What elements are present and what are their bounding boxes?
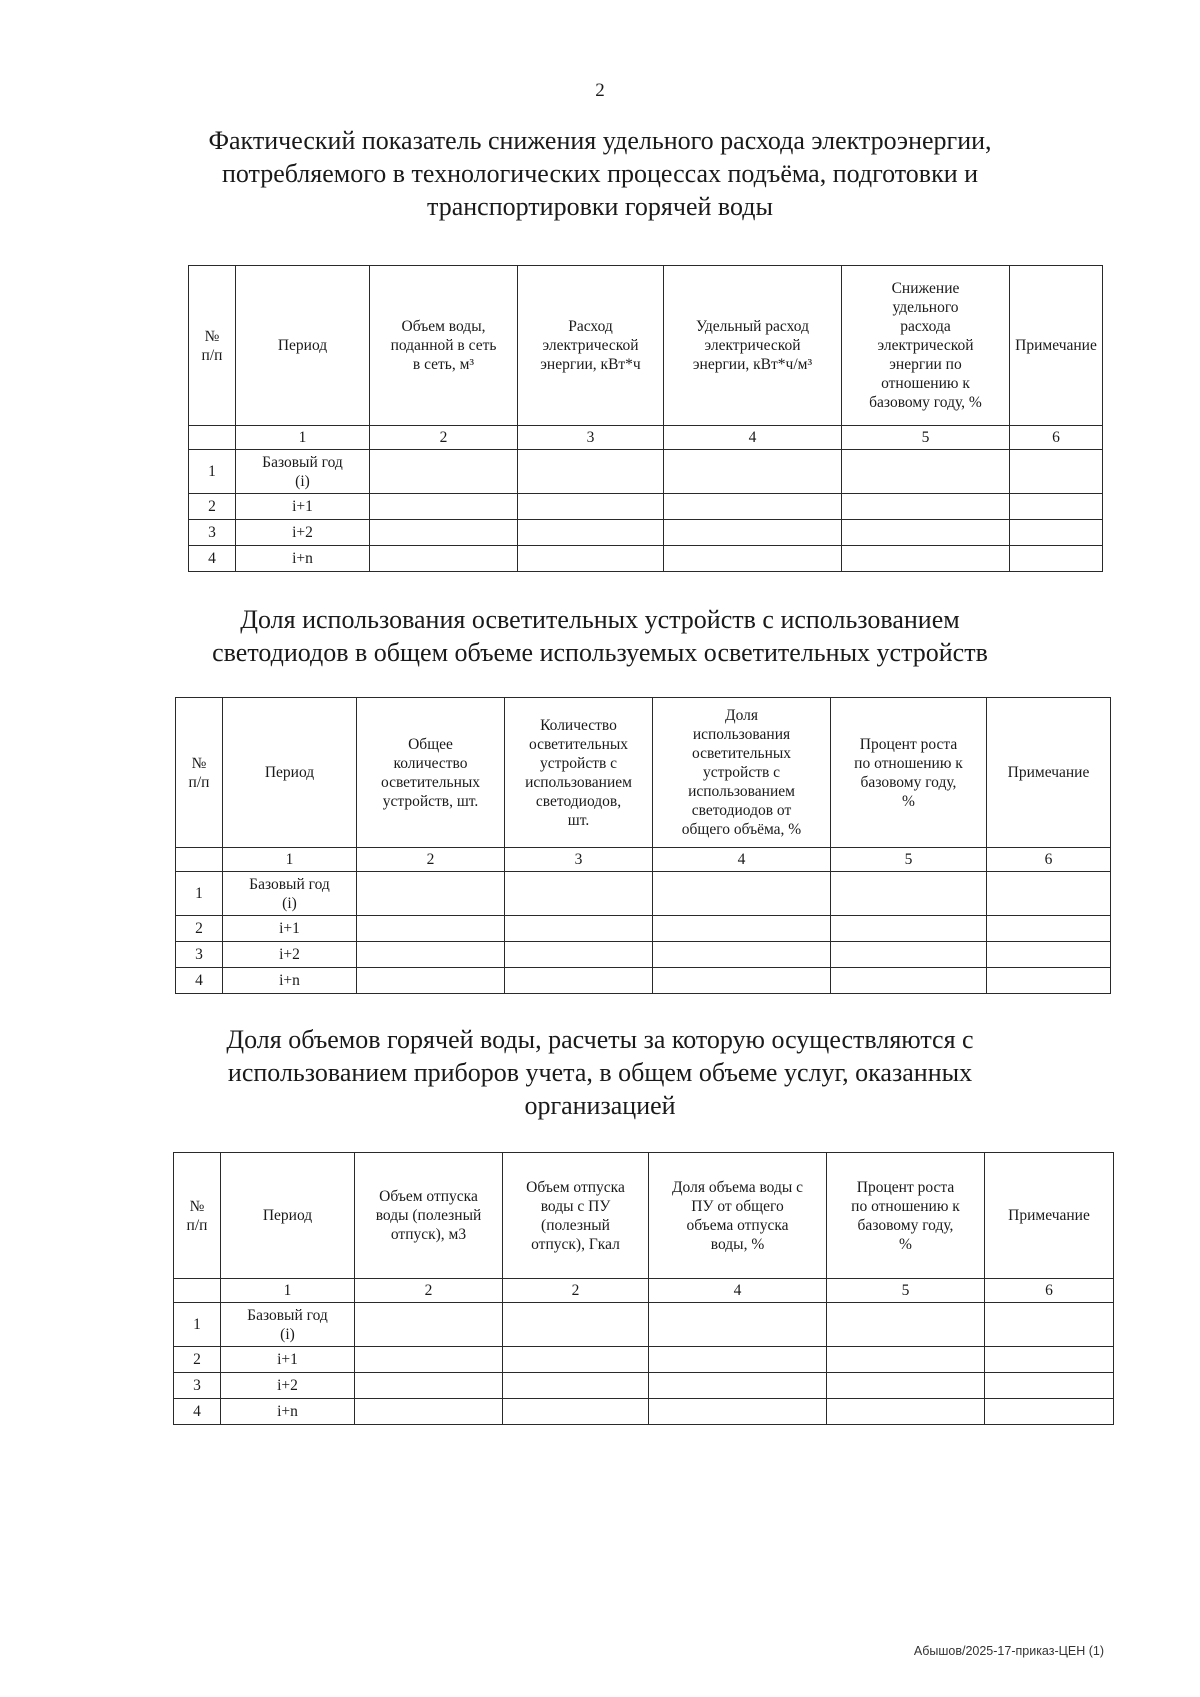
column-number-cell: 3 <box>505 848 653 872</box>
data-cell <box>653 872 831 916</box>
data-cell <box>649 1347 827 1373</box>
column-number-cell: 2 <box>357 848 505 872</box>
column-number-cell: 1 <box>221 1279 355 1303</box>
data-cell <box>355 1373 503 1399</box>
table-row <box>174 1399 1114 1425</box>
data-cell <box>649 1399 827 1425</box>
data-cell <box>357 968 505 994</box>
column-number-cell: 5 <box>831 848 987 872</box>
column-number-cell: 2 <box>355 1279 503 1303</box>
data-cell <box>827 1347 985 1373</box>
table-row <box>189 494 1103 520</box>
data-cell <box>503 1303 649 1347</box>
column-number-cell <box>189 426 236 450</box>
row-period-cell: Базовый год (i) <box>221 1303 355 1347</box>
data-cell <box>505 942 653 968</box>
row-period-cell: i+1 <box>221 1347 355 1373</box>
header-cell-led-count: Количество осветительных устройств с использованием светодиодов, шт. <box>505 698 653 848</box>
data-cell <box>664 546 842 572</box>
data-cell <box>357 872 505 916</box>
data-cell <box>831 968 987 994</box>
data-cell <box>987 968 1111 994</box>
title-line: Доля использования осветительных устройств с использованием <box>240 605 960 634</box>
title-line: организацией <box>524 1091 676 1120</box>
table-row <box>189 520 1103 546</box>
header-cell-note: Примечание <box>987 698 1111 848</box>
data-cell <box>987 942 1111 968</box>
column-number-cell: 3 <box>518 426 664 450</box>
header-row <box>174 1153 1114 1279</box>
data-cell <box>355 1399 503 1425</box>
data-cell <box>842 546 1010 572</box>
data-cell <box>649 1373 827 1399</box>
header-row <box>189 266 1103 426</box>
document-footer: Абышов/2025-17-приказ-ЦЕН (1) <box>913 1644 1104 1658</box>
row-number-cell: 3 <box>174 1373 221 1399</box>
table-row <box>174 1373 1114 1399</box>
row-period-cell: i+2 <box>236 520 370 546</box>
title-line: использованием приборов учета, в общем объеме услуг, оказанных <box>227 1058 973 1087</box>
header-row <box>176 698 1111 848</box>
header-cell-index: № п/п <box>176 698 223 848</box>
data-cell <box>505 968 653 994</box>
header-cell-specific-consumption: Удельный расход электрической энергии, кВт*ч/м³ <box>664 266 842 426</box>
row-period-cell: i+1 <box>223 916 357 942</box>
data-cell <box>370 546 518 572</box>
column-number-row <box>174 1279 1114 1303</box>
row-number-cell: 4 <box>189 546 236 572</box>
data-cell <box>985 1399 1114 1425</box>
title-line: потребляемого в технологических процессах подъёма, подготовки и <box>221 159 979 188</box>
data-cell <box>985 1373 1114 1399</box>
data-cell <box>518 546 664 572</box>
column-number-cell <box>174 1279 221 1303</box>
row-number-cell: 2 <box>174 1347 221 1373</box>
row-period-cell: Базовый год (i) <box>223 872 357 916</box>
data-cell <box>370 450 518 494</box>
header-cell-note: Примечание <box>1010 266 1103 426</box>
title-line: светодиодов в общем объеме используемых осветительных устройств <box>212 638 988 667</box>
data-cell <box>505 916 653 942</box>
header-cell-period: Период <box>223 698 357 848</box>
header-cell-period: Период <box>236 266 370 426</box>
header-cell-reduction: Снижение удельного расхода электрической энергии по отношению к базовому году, % <box>842 266 1010 426</box>
data-cell <box>653 968 831 994</box>
data-cell <box>1010 546 1103 572</box>
data-cell <box>831 872 987 916</box>
row-number-cell: 4 <box>176 968 223 994</box>
column-number-cell: 4 <box>653 848 831 872</box>
table-row <box>189 546 1103 572</box>
row-number-cell: 4 <box>174 1399 221 1425</box>
row-period-cell: i+2 <box>221 1373 355 1399</box>
data-cell <box>664 520 842 546</box>
header-cell-growth: Процент роста по отношению к базовому году, % <box>831 698 987 848</box>
title-line: транспортировки горячей воды <box>427 192 773 221</box>
table-row <box>176 916 1111 942</box>
column-number-cell <box>176 848 223 872</box>
column-number-row <box>189 426 1103 450</box>
table-row <box>176 968 1111 994</box>
row-period-cell: i+n <box>223 968 357 994</box>
row-period-cell: Базовый год (i) <box>236 450 370 494</box>
page-number: 2 <box>595 80 605 101</box>
data-cell <box>664 450 842 494</box>
header-cell-total-lighting: Общее количество осветительных устройств, шт. <box>357 698 505 848</box>
header-cell-energy-consumption: Расход электрической энергии, кВт*ч <box>518 266 664 426</box>
title-line: Фактический показатель снижения удельного расхода электроэнергии, <box>208 126 992 155</box>
row-number-cell: 1 <box>176 872 223 916</box>
header-cell-index: № п/п <box>174 1153 221 1279</box>
data-cell <box>1010 520 1103 546</box>
data-cell <box>664 494 842 520</box>
row-number-cell: 1 <box>174 1303 221 1347</box>
row-period-cell: i+n <box>236 546 370 572</box>
header-cell-water-volume: Объем воды, поданной в сеть в сеть, м³ <box>370 266 518 426</box>
table-row <box>176 942 1111 968</box>
column-number-cell: 5 <box>842 426 1010 450</box>
section-title-led-lighting <box>130 603 1070 669</box>
column-number-cell: 2 <box>503 1279 649 1303</box>
data-cell <box>357 916 505 942</box>
data-cell <box>653 916 831 942</box>
data-cell <box>1010 494 1103 520</box>
table-row <box>176 872 1111 916</box>
row-number-cell: 2 <box>189 494 236 520</box>
data-cell <box>518 520 664 546</box>
column-number-cell: 1 <box>236 426 370 450</box>
header-cell-metered-share: Доля объема воды с ПУ от общего объема отпуска воды, % <box>649 1153 827 1279</box>
data-cell <box>518 494 664 520</box>
column-number-cell: 5 <box>827 1279 985 1303</box>
header-cell-water-supply: Объем отпуска воды (полезный отпуск), м3 <box>355 1153 503 1279</box>
column-number-cell: 4 <box>649 1279 827 1303</box>
data-cell <box>518 450 664 494</box>
data-cell <box>985 1347 1114 1373</box>
header-cell-metered-supply: Объем отпуска воды с ПУ (полезный отпуск), Гкал <box>503 1153 649 1279</box>
header-cell-period: Период <box>221 1153 355 1279</box>
row-number-cell: 3 <box>189 520 236 546</box>
row-period-cell: i+n <box>221 1399 355 1425</box>
section-title-electricity <box>150 124 1050 223</box>
table-row <box>174 1347 1114 1373</box>
header-cell-index: № п/п <box>189 266 236 426</box>
data-cell <box>503 1399 649 1425</box>
data-cell <box>827 1399 985 1425</box>
column-number-row <box>176 848 1111 872</box>
row-number-cell: 2 <box>176 916 223 942</box>
metering-table <box>173 1152 1114 1425</box>
row-period-cell: i+1 <box>236 494 370 520</box>
data-cell <box>987 916 1111 942</box>
data-cell <box>355 1347 503 1373</box>
row-number-cell: 1 <box>189 450 236 494</box>
data-cell <box>503 1347 649 1373</box>
data-cell <box>987 872 1111 916</box>
data-cell <box>370 520 518 546</box>
data-cell <box>653 942 831 968</box>
data-cell <box>827 1373 985 1399</box>
data-cell <box>355 1303 503 1347</box>
data-cell <box>649 1303 827 1347</box>
column-number-cell: 4 <box>664 426 842 450</box>
table-row <box>189 450 1103 494</box>
data-cell <box>842 520 1010 546</box>
led-lighting-table <box>175 697 1111 994</box>
section-title-metering <box>150 1023 1050 1122</box>
data-cell <box>357 942 505 968</box>
data-cell <box>827 1303 985 1347</box>
title-line: Доля объемов горячей воды, расчеты за которую осуществляются с <box>226 1025 974 1054</box>
data-cell <box>1010 450 1103 494</box>
row-period-cell: i+2 <box>223 942 357 968</box>
column-number-cell: 6 <box>987 848 1111 872</box>
data-cell <box>831 916 987 942</box>
header-cell-growth: Процент роста по отношению к базовому году, % <box>827 1153 985 1279</box>
electricity-table <box>188 265 1103 572</box>
header-cell-note: Примечание <box>985 1153 1114 1279</box>
data-cell <box>842 450 1010 494</box>
header-cell-led-share: Доля использования осветительных устройств с использованием светодиодов от общего объёма, % <box>653 698 831 848</box>
data-cell <box>503 1373 649 1399</box>
column-number-cell: 1 <box>223 848 357 872</box>
column-number-cell: 6 <box>985 1279 1114 1303</box>
column-number-cell: 2 <box>370 426 518 450</box>
row-number-cell: 3 <box>176 942 223 968</box>
data-cell <box>370 494 518 520</box>
data-cell <box>505 872 653 916</box>
data-cell <box>831 942 987 968</box>
column-number-cell: 6 <box>1010 426 1103 450</box>
data-cell <box>842 494 1010 520</box>
data-cell <box>985 1303 1114 1347</box>
table-row <box>174 1303 1114 1347</box>
